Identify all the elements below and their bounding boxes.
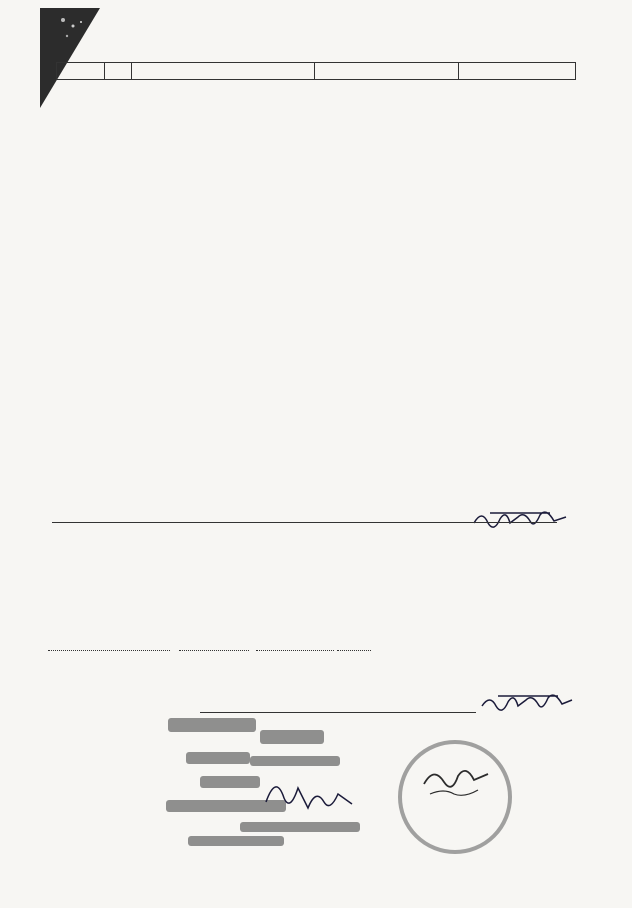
signature-line-2 — [200, 712, 476, 713]
redaction-5 — [200, 776, 260, 788]
signature-line-1 — [52, 522, 557, 523]
header-bank — [315, 63, 459, 80]
redaction-4 — [250, 756, 340, 766]
signature-3 — [260, 772, 370, 812]
redaction-2 — [260, 730, 324, 744]
header-sno — [57, 63, 105, 80]
stamp-signature — [418, 760, 498, 800]
signature-2 — [478, 690, 586, 718]
header-description — [131, 63, 314, 80]
assets-dues-table — [56, 62, 576, 80]
table-header-row — [57, 63, 576, 80]
signature-1 — [470, 505, 580, 535]
scan-speckles — [55, 14, 95, 54]
redaction-1 — [168, 718, 256, 732]
header-amount — [459, 63, 576, 80]
redaction-7 — [240, 822, 360, 832]
redaction-8 — [188, 836, 284, 846]
redaction-3 — [186, 752, 250, 764]
verification-line — [48, 638, 371, 654]
